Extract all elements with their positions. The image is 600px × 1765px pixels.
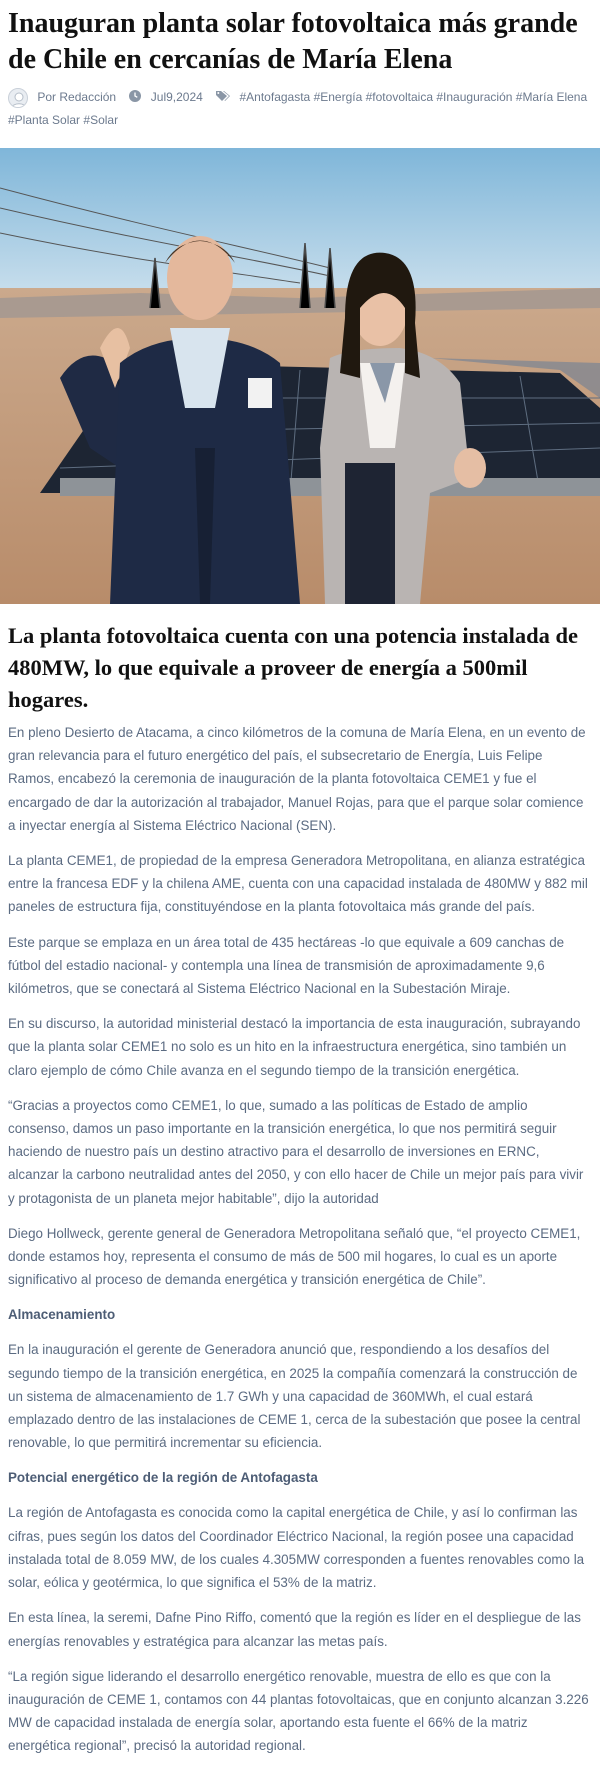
tag-link[interactable]: #fotovoltaica [365, 90, 434, 104]
author-prefix: Por [37, 90, 57, 104]
article-body [8, 721, 592, 1765]
hero-image [0, 148, 600, 604]
author-avatar-icon [8, 88, 28, 108]
article-title: Inauguran planta solar fotovoltaica más grande de Chile en cercanías de María Elena [8, 8, 578, 75]
section-heading: Almacenamiento [8, 1307, 116, 1323]
section-heading: Potencial energético de la región de Antofagasta [8, 1470, 318, 1486]
article-subtitle: La planta fotovoltaica cuenta con una potencia instalada de 480MW, lo que equivale a proveer de energía a 500mil hogares. [8, 623, 579, 712]
tag-link[interactable]: #Inauguración [436, 90, 513, 104]
tags-icon [216, 87, 230, 109]
author-link[interactable]: Redacción [59, 90, 117, 104]
article-paragraph: La planta CEME1, de propiedad de la empresa Generadora Metropolitana, en alianza estratégica entre la francesa EDF y la chilena AME, cuenta con una capacidad instalada de 480MW y 882 mil paneles de estructura fija, constituyéndose en la planta fotovoltaica más grande del país. [8, 853, 588, 915]
tag-link[interactable]: #María Elena [515, 90, 588, 104]
tag-link[interactable]: #Solar [83, 112, 119, 127]
article-paragraph: En esta línea, la seremi, Dafne Pino Riffo, comentó que la región es líder en el despliegue de las energías renovables y estratégica para alcanzar las metas país. [8, 1610, 581, 1649]
article-date: Jul9,2024 [150, 90, 203, 104]
article-paragraph: Diego Hollweck, gerente general de Generadora Metropolitana señaló que, “el proyecto CEME1, donde estamos hoy, representa el consumo de más de 500 mil hogares, lo cual es un aporte significativo al proceso de demanda energética y transición energética de Chile”. [8, 1225, 581, 1288]
article-paragraph: La región de Antofagasta es conocida como la capital energética de Chile, y así lo confirman las cifras, pues según los datos del Coordinador Eléctrico Nacional, la región posee una capacidad instalada total de 8.059 MW, de los cuales 4.305MW corresponden a fuentes renovables como la solar, eólica y geotérmica, lo que significa el 53% de la matriz. [8, 1505, 585, 1591]
tag-link[interactable]: #Energía [313, 90, 363, 104]
article-meta [0, 78, 600, 140]
article-paragraph: Este parque se emplaza en un área total de 435 hectáreas -lo que equivale a 609 canchas de fútbol del estadio nacional- y contempla una línea de transmisión de aproximadamente 9,6 kilómetros, que se conectará al Sistema Eléctrico Nacional en la Subestación Miraje. [8, 934, 565, 997]
tag-link[interactable]: #Antofagasta [239, 90, 311, 104]
article-paragraph: En su discurso, la autoridad ministerial destacó la importancia de esta inauguración, subrayando que la planta solar CEME1 no solo es un hito en la infraestructura energética, sino también un claro ejemplo de cómo Chile avanza en el segundo tiempo de la transición energética. [8, 1016, 581, 1078]
clock-icon [129, 87, 141, 109]
article-paragraph: “Gracias a proyectos como CEME1, lo que, sumado a las políticas de Estado de amplio consenso, damos un paso importante en la transición energética, lo que nos permitirá seguir haciendo de nuestro país un destino atractivo para el desarrollo de inversiones en ERNC, alcanzar la carbono neutralidad antes del 2050, y con ello hacer de Chile un mejor país para vivir y protagonista de un planeta mejor habitable”, dijo la autoridad [8, 1097, 584, 1206]
article-paragraph: En pleno Desierto de Atacama, a cinco kilómetros de la comuna de María Elena, en un evento de gran relevancia para el futuro energético del país, el subsecretario de Energía, Luis Felipe Ramos, encabezó la ceremonia de inauguración de la planta fotovoltaica CEME1 y fue el encargado de dar la autorización al trabajador, Manuel Rojas, para que el parque solar comience a inyectar energía al Sistema Eléctrico Nacional (SEN). [8, 725, 586, 833]
tag-link[interactable]: #Planta Solar [8, 112, 81, 127]
article-paragraph: “La región sigue liderando el desarrollo energético renovable, muestra de ello es que con la inauguración de CEME 1, contamos con 44 plantas fotovoltaicas, que en conjunto alcanzan 3.226 MW de capacidad instalada de energía solar, aportando esta fuente el 66% de la matriz energética regional”, precisó la autoridad regional. [8, 1668, 589, 1754]
article-paragraph: En la inauguración el gerente de Generadora anunció que, respondiendo a los desafíos del segundo tiempo de la transición energética, en 2025 la compañía comenzará la construcción de un sistema de almacenamiento de 1.7 GWh y una capacidad de 360MWh, el cual estará emplazado dentro de las instalaciones de CEME 1, cerca de la subestación que posee la central renovable, lo que permitirá incrementar su eficiencia. [8, 1342, 581, 1451]
